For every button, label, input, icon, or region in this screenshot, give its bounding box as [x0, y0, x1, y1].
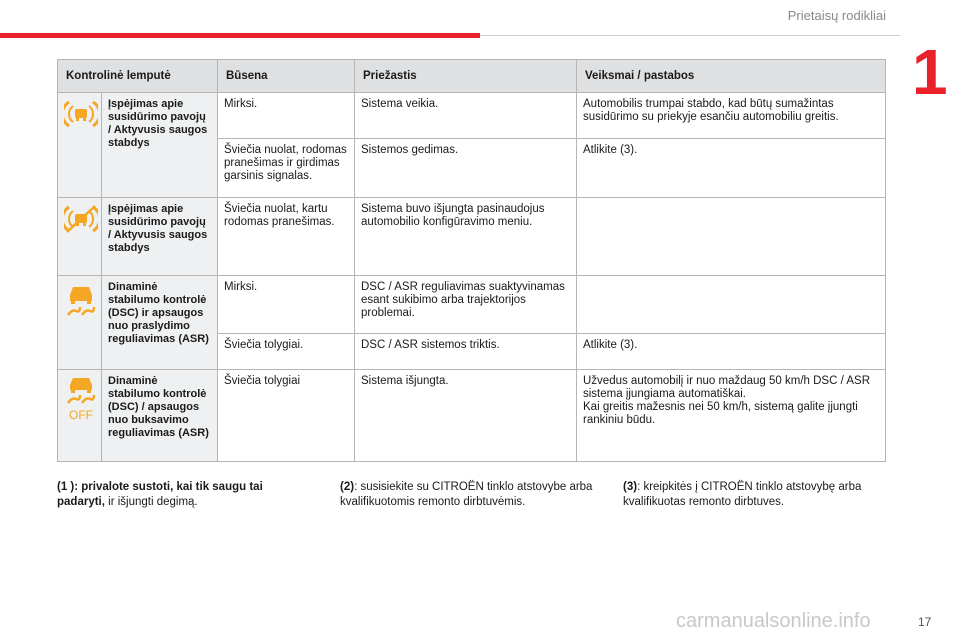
table-row [58, 370, 886, 462]
state-cell: Šviečia nuolat, kartu rodomas pranešimas. [218, 198, 355, 276]
action-cell: Atlikite (3). [577, 334, 886, 370]
state-cell: Mirksi. [218, 93, 355, 139]
light-name: Dinaminė stabilumo kontrolė (DSC) / apsaugos nuo buksavimo reguliavimas (ASR) [102, 370, 218, 462]
action-cell: Atlikite (3). [577, 139, 886, 198]
watermark: carmanualsonline.info [676, 610, 871, 632]
footnote-1 [57, 480, 307, 510]
footnote-3-ref: (3) [623, 481, 638, 493]
footnote-1-text: ir išjungti degimą. [104, 496, 198, 508]
state-cell: Šviečia tolygiai. [218, 334, 355, 370]
light-name: Įspėjimas apie susidūrimo pavojų / Aktyvusis saugos stabdys [102, 93, 218, 198]
dsc-skid-icon [64, 281, 98, 317]
cause-cell: DSC / ASR reguliavimas suaktyvinamas esant sukibimo arba trajektorijos problemai. [355, 276, 577, 334]
footnote-3-text: : kreipkitės į CITROËN tinklo atstovybę arba kvalifikuotas remonto dirbtuves. [623, 481, 862, 508]
cause-cell: Sistema buvo išjungta pasinaudojus automobilio konfigūravimo meniu. [355, 198, 577, 276]
state-cell: Šviečia tolygiai [218, 370, 355, 462]
state-cell: Mirksi. [218, 276, 355, 334]
footnote-1-ref: (1 ) [57, 481, 75, 493]
icon-cell [58, 276, 102, 370]
table-row [58, 93, 886, 139]
light-name: Dinaminė stabilumo kontrolė (DSC) ir apsaugos nuo praslydimo reguliavimas (ASR) [102, 276, 218, 370]
table-row [58, 276, 886, 334]
icon-cell [58, 93, 102, 198]
header-divider [480, 35, 900, 36]
header-red-bar [0, 33, 480, 38]
footnote-2-text: : susisiekite su CITROËN tinklo atstovybe arba kvalifikuotomis remonto dirbtuvėmis. [340, 481, 593, 508]
cause-cell: Sistemos gedimas. [355, 139, 577, 198]
collision-warning-icon [64, 203, 98, 235]
icon-cell [58, 370, 102, 462]
table-header-row [58, 60, 886, 93]
cause-cell: Sistema išjungta. [355, 370, 577, 462]
cause-cell: DSC / ASR sistemos triktis. [355, 334, 577, 370]
chapter-number: 1 [912, 36, 948, 108]
collision-warning-icon [64, 98, 98, 130]
state-cell: Šviečia nuolat, rodomas pranešimas ir girdimas garsinis signalas. [218, 139, 355, 198]
footnote-2-ref: (2) [340, 481, 355, 493]
light-name: Įspėjimas apie susidūrimo pavojų / Aktyvusis saugos stabdys [102, 198, 218, 276]
section-title: Prietaisų rodikliai [787, 8, 886, 23]
footnote-1-bold: : privalote sustoti, kai tik saugu tai padaryti, [57, 481, 263, 508]
page-number: 17 [918, 615, 932, 629]
col-header-light: Kontrolinė lemputė [58, 60, 218, 93]
action-cell: Automobilis trumpai stabdo, kad būtų sumažintas susidūrimo su priekyje esančiu automobiliu greitis. [577, 93, 886, 139]
off-label: OFF [69, 408, 93, 421]
action-cell: Užvedus automobilį ir nuo maždaug 50 km/h DSC / ASR sistema įjungiama automatiškai. Kai greitis mažesnis nei 50 km/h, sistemą galite įjungti rankiniu būdu. [577, 370, 886, 462]
icon-cell [58, 198, 102, 276]
cause-cell: Sistema veikia. [355, 93, 577, 139]
table-row [58, 198, 886, 276]
dsc-off-icon [64, 375, 98, 421]
warning-lights-table [57, 59, 886, 462]
action-cell [577, 276, 886, 334]
footnote-2 [340, 480, 610, 510]
col-header-state: Būsena [218, 60, 355, 93]
col-header-cause: Priežastis [355, 60, 577, 93]
col-header-action: Veiksmai / pastabos [577, 60, 886, 93]
action-cell [577, 198, 886, 276]
footnote-3 [623, 480, 893, 510]
